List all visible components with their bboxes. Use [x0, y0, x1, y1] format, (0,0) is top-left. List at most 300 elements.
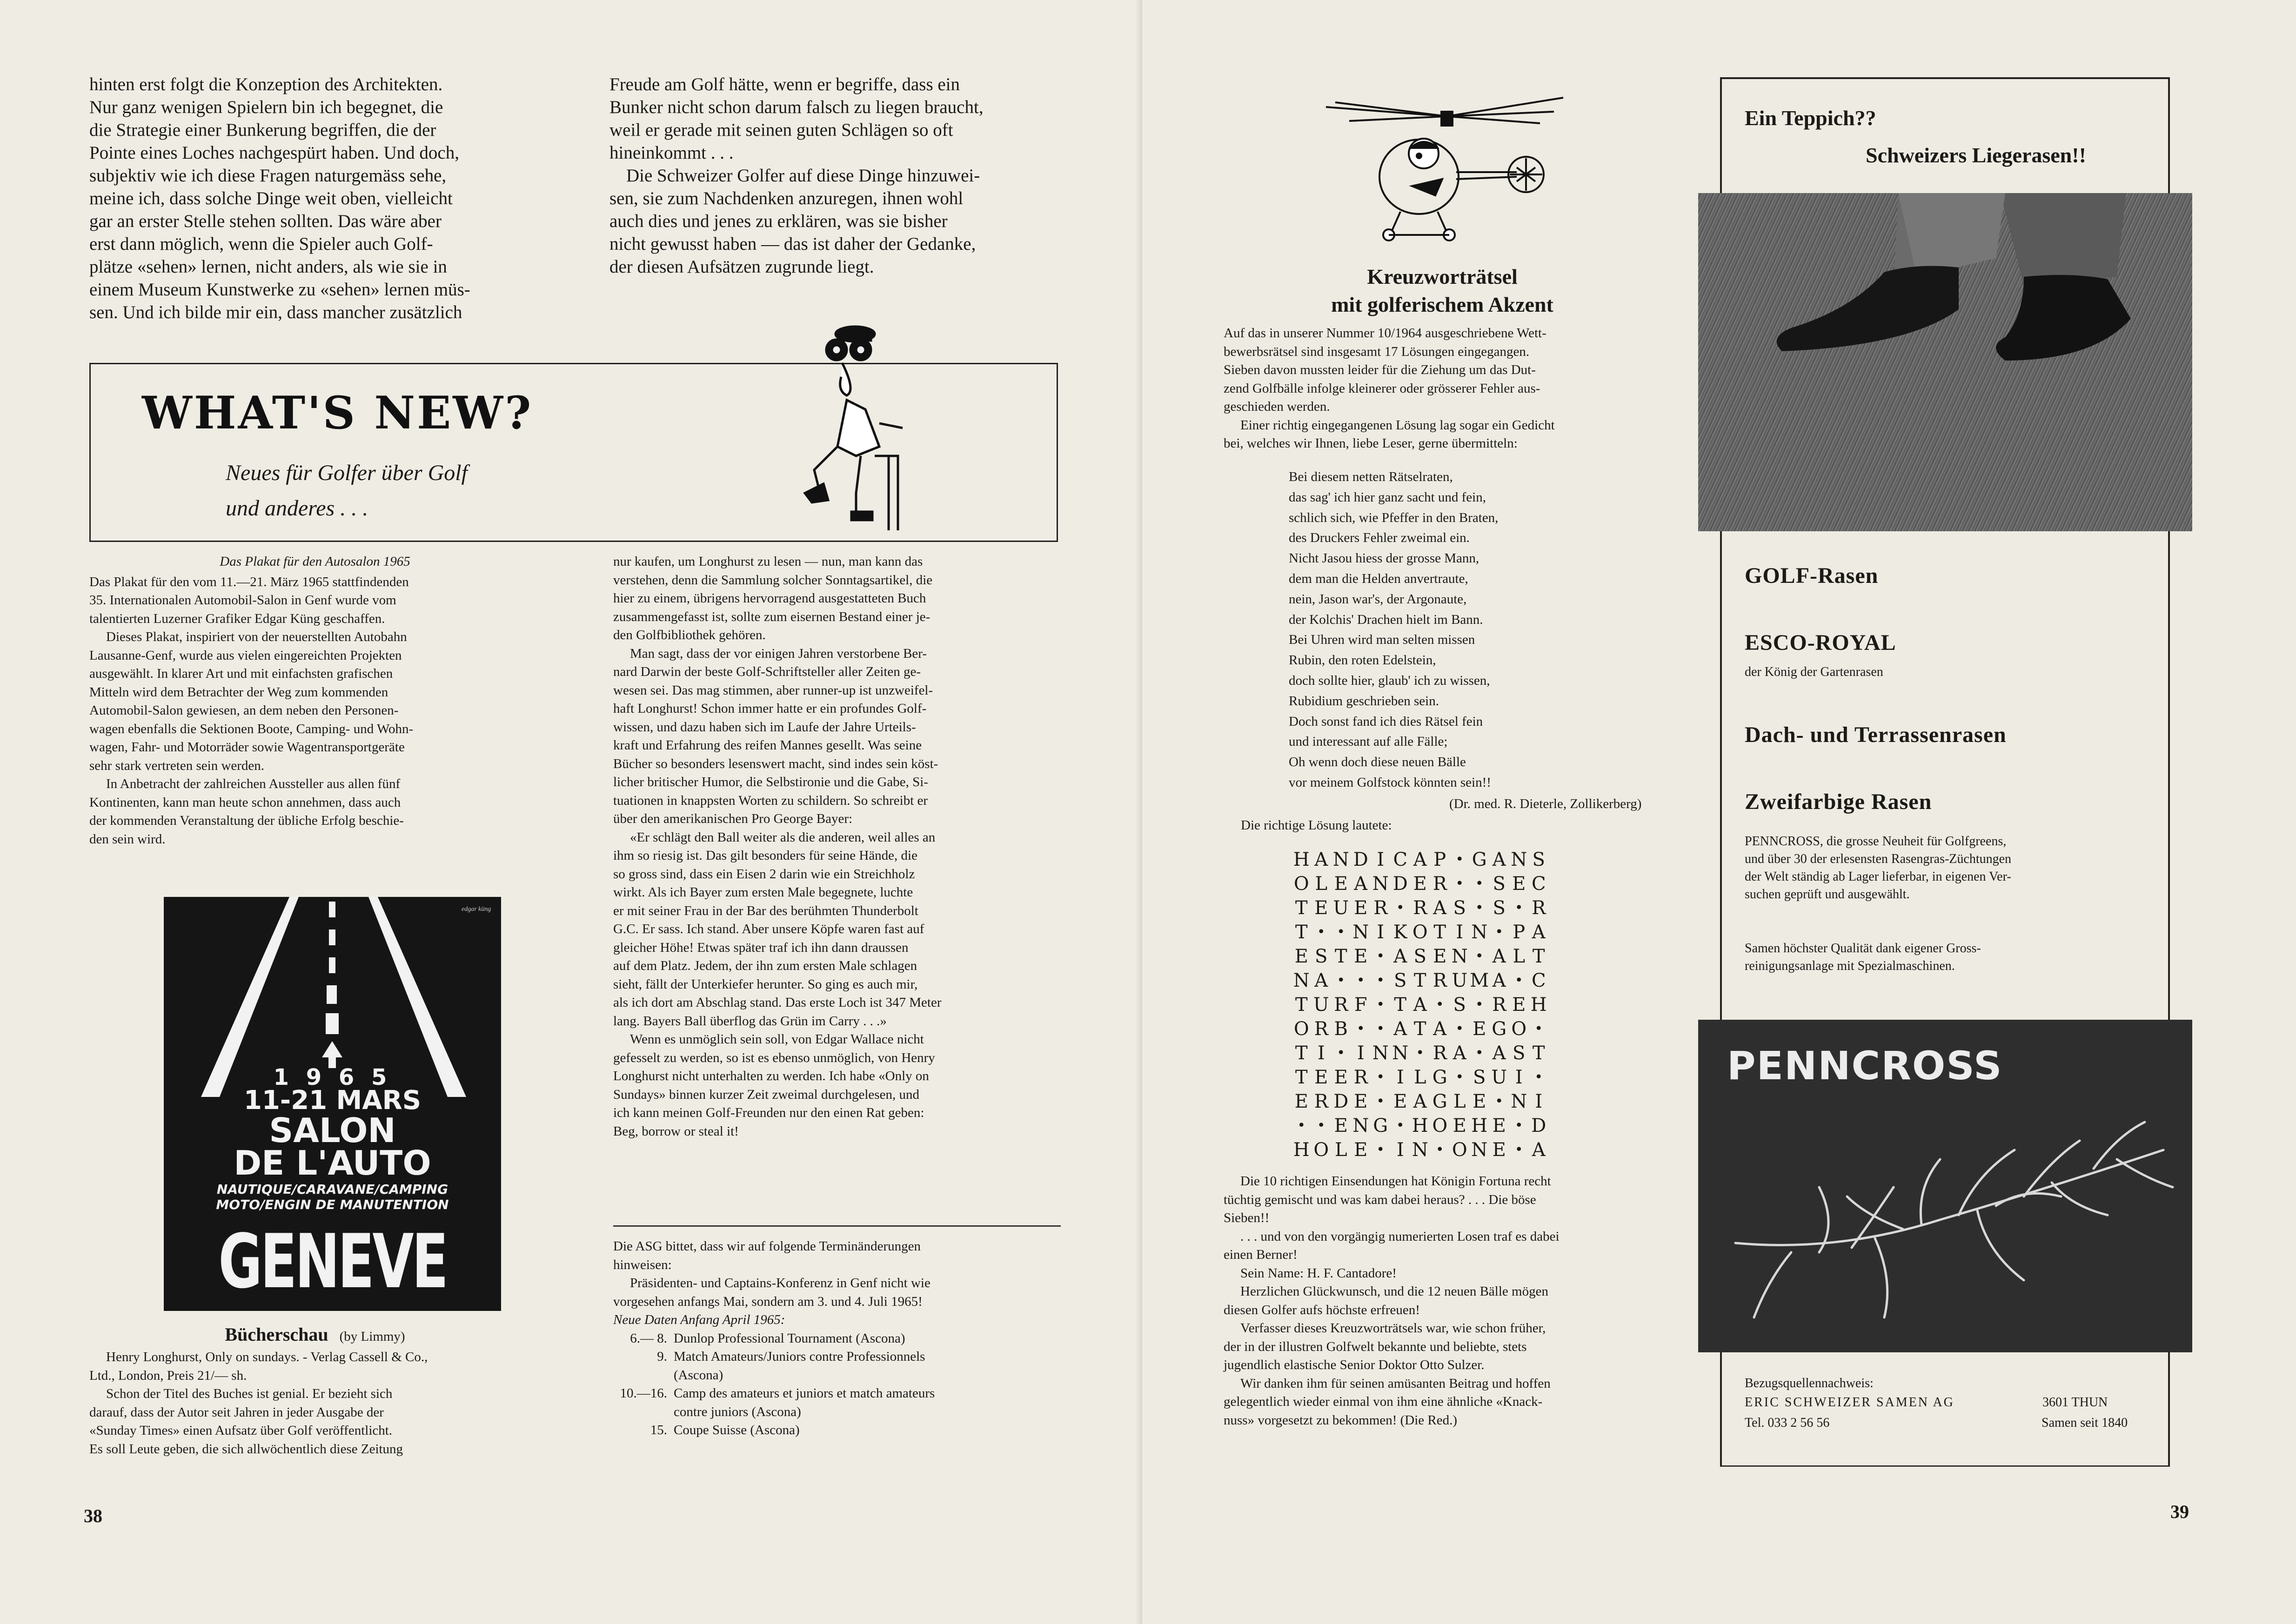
asg-date — [613, 1366, 674, 1385]
crossword-block: • — [1356, 972, 1365, 989]
text-line: reinigungsanlage mit Spezialmaschinen. — [1745, 959, 1955, 973]
asg-event: Coupe Suisse (Ascona) — [674, 1423, 800, 1437]
crossword-letter: I — [1357, 1043, 1365, 1064]
ad-item-esco-royal-sub: der König der Gartenrasen — [1745, 665, 1883, 679]
text-line: Samen höchster Qualität dank eigener Gross- — [1745, 941, 1981, 956]
penncross-logo: PENNCROSS — [1727, 1043, 2003, 1089]
text-line: subjektiv wie ich diese Fragen naturgemäss sehe, — [89, 166, 447, 186]
text-line: gelegentlich wieder einmal von ihm eine ähnliche «Knack- — [1224, 1394, 1543, 1409]
text-line: Bunker nicht schon darum falsch zu liegen braucht, — [609, 97, 984, 117]
crossword-letter: N — [1471, 922, 1488, 943]
poem-line: Doch sonst fand ich dies Rätsel fein — [1289, 714, 1483, 729]
crossword-block: • — [1356, 1021, 1365, 1037]
crossword-letter: R — [1373, 897, 1388, 919]
text-line: PENNCROSS, die grosse Neuheit für Golfgreens, — [1745, 834, 2007, 849]
crossword-letter: O — [1313, 1139, 1329, 1161]
text-line: gleicher Höhe! Etwas später traf ich ihn dann draussen — [613, 940, 909, 955]
text-line: wagen ebenfalls die Sektionen Boote, Camping- und Wohn- — [89, 721, 414, 736]
crossword-block: • — [1514, 972, 1523, 989]
poem-line: der Kolchis' Drachen hielt im Bann. — [1289, 612, 1483, 627]
ad-penncross-text — [1745, 833, 2146, 903]
crossword-letter: D — [1333, 1091, 1349, 1112]
crossword-letter: T — [1295, 994, 1308, 1016]
crossword-block: • — [1376, 1142, 1385, 1158]
text-line: weil er gerade mit seinen guten Schlägen so oft — [609, 120, 953, 140]
crossword-letter: D — [1392, 873, 1408, 895]
text-line: Die 10 richtigen Einsendungen hat Königin Fortuna recht — [1240, 1174, 1551, 1189]
crossword-letter: U — [1333, 897, 1349, 919]
crossword-letter: P — [1433, 849, 1446, 870]
crossword-block: • — [1337, 972, 1345, 989]
text-line: Wenn es unmöglich sein soll, von Edgar Wallace nicht — [630, 1032, 924, 1047]
crossword-letter: R — [1334, 994, 1348, 1016]
crossword-letter: T — [1532, 946, 1545, 967]
crossword-block: • — [1435, 996, 1444, 1013]
crossword-letter: A — [1433, 897, 1447, 919]
crossword-letter: E — [1294, 1091, 1308, 1112]
crossword-letter: H — [1471, 1115, 1488, 1136]
crossword-block: • — [1495, 1093, 1504, 1109]
asg-date: 10.—16. — [620, 1386, 667, 1401]
crossword-letter: E — [1393, 1091, 1407, 1112]
text-line: haft Longhurst! Schon immer hatte er ein profundes Golf- — [613, 701, 927, 716]
text-line: bewerbsrätsel sind insgesamt 17 Lösungen eingegangen. — [1224, 344, 1530, 359]
crossword-letter: U — [1313, 994, 1329, 1016]
crossword-letter: E — [1512, 994, 1526, 1016]
text-line: Sein Name: H. F. Cantadore! — [1240, 1265, 1397, 1281]
buecherschau-heading — [89, 1323, 541, 1345]
text-line: tuationen in knappsten Worten zu schildern. So schreibt er — [613, 793, 928, 808]
crossword-letter: E — [1453, 1115, 1466, 1136]
asg-date-row — [613, 1366, 1061, 1385]
text-line: talentierten Luzerner Grafiker Edgar Küng geschaffen. — [89, 611, 385, 626]
crossword-letter: N — [1293, 970, 1310, 991]
text-line: nicht gewusst haben — das ist daher der Gedanke, — [609, 234, 976, 254]
text-line: Sieben!! — [1224, 1210, 1270, 1225]
text-line: Schon der Titel des Buches ist genial. Er bezieht sich — [106, 1386, 393, 1401]
asg-event: Camp des amateurs et juniors et match amateurs — [674, 1386, 935, 1401]
buecherschau-by: (by Limmy) — [339, 1329, 405, 1344]
crossword-solution-grid — [1292, 848, 1608, 1162]
poem-line: nein, Jason war's, der Argonaute, — [1289, 591, 1467, 607]
crossword-letter: A — [1413, 849, 1427, 870]
text-line: hier zu einem, übrigens hervorragend ausgestatteten Buch — [613, 591, 926, 606]
text-line: gar an erster Stelle stehen sollten. Das wäre aber — [89, 211, 442, 231]
asg-date-row — [613, 1330, 1061, 1348]
asg-date-row — [613, 1384, 1061, 1403]
crossword-block: • — [1376, 996, 1385, 1013]
crossword-block: • — [1376, 948, 1385, 964]
asg-event: Dunlop Professional Tournament (Ascona) — [674, 1330, 905, 1346]
crossword-block: • — [1435, 1142, 1444, 1158]
crossword-letter: I — [1515, 1067, 1523, 1088]
text-line: jugendlich elastische Senior Doktor Otto Sulzer. — [1224, 1357, 1485, 1372]
poster-city: GENEVE — [218, 1218, 447, 1305]
text-line: ausgewählt. In klarer Art und mit einfachsten grafischen — [89, 666, 393, 681]
text-line: so gross sind, dass ein Eisen 2 darin wie ein Streichholz — [613, 866, 915, 882]
crossword-letter: I — [1377, 849, 1385, 870]
crossword-row — [1292, 969, 1608, 993]
crossword-block: • — [1337, 924, 1345, 940]
crossword-letter: A — [1314, 849, 1328, 870]
crossword-letter: N — [1392, 1043, 1409, 1064]
text-line: Lausanne-Genf, wurde aus vielen eingereichten Projekten — [89, 648, 402, 663]
crossword-letter: I — [1396, 1067, 1404, 1088]
crossword-letter: T — [1413, 1018, 1426, 1040]
crossword-letter: U — [1452, 970, 1468, 991]
text-line: nur kaufen, um Longhurst zu lesen — nun, man kann das — [613, 554, 923, 569]
crossword-block: • — [1455, 1021, 1464, 1037]
text-line: meine ich, dass solche Dinge weit oben, vielleicht — [89, 188, 453, 208]
crossword-letter: A — [1393, 946, 1407, 967]
crossword-letter: A — [1492, 970, 1506, 991]
crossword-block: • — [1475, 900, 1484, 916]
crossword-letter: N — [1511, 1091, 1527, 1112]
crossword-row — [1292, 920, 1608, 944]
crossword-letter: R — [1432, 873, 1447, 895]
crossword-letter: I — [1396, 1139, 1404, 1161]
poster-year: 1 9 6 5 — [273, 1064, 392, 1090]
text-line: zusammengefasst ist, sollte zum eisernen Bestand einer je- — [613, 609, 930, 624]
text-line: Auf das in unserer Nummer 10/1964 ausgeschriebene Wett- — [1224, 326, 1546, 341]
ad-item-dach-terrassen: Dach- und Terrassenrasen — [1745, 722, 2007, 747]
text-line: sieht, fällt der Unterkiefer herunter. So ging es auch mir, — [613, 976, 918, 992]
whats-new-subtitle — [226, 455, 468, 526]
text-line: sen, sie zum Nachdenken anzuregen, ihnen wohl — [609, 188, 964, 208]
crossword-block: • — [1514, 1142, 1523, 1158]
crossword-letter: E — [1294, 946, 1308, 967]
crossword-letter: R — [1353, 1067, 1368, 1088]
crossword-block: • — [1376, 972, 1385, 989]
crossword-letter: E — [1413, 873, 1427, 895]
poster-salon: SALON — [269, 1111, 396, 1150]
crossword-letter: E — [1492, 1139, 1506, 1161]
intro-column-1 — [89, 73, 534, 324]
poster-moto: MOTO/ENGIN DE MANUTENTION — [216, 1197, 449, 1212]
text-line: die Strategie einer Bunkerung begriffen, die der — [89, 120, 436, 140]
crossword-row — [1292, 872, 1608, 896]
divider-rule — [613, 1225, 1061, 1227]
crossword-letter: H — [1293, 849, 1310, 870]
text-line: Pointe eines Loches nachgespürt haben. Und doch, — [89, 143, 459, 163]
poem-line: Oh wenn doch diese neuen Bälle — [1289, 755, 1466, 770]
subtitle-line: Neues für Golfer über Golf — [226, 461, 468, 485]
crossword-letter: N — [1451, 946, 1468, 967]
crossword-block: • — [1455, 851, 1464, 868]
crossword-row — [1292, 1041, 1608, 1065]
crossword-block: • — [1376, 1021, 1385, 1037]
crossword-letter: S — [1315, 946, 1328, 967]
crossword-letter: G — [1492, 1018, 1507, 1040]
text-line: und über 30 der erlesensten Rasengras-Züchtungen — [1745, 852, 2012, 866]
page-number-right: 39 — [2170, 1501, 2189, 1522]
crossword-letter: E — [1354, 1091, 1368, 1112]
crossword-block: • — [1455, 875, 1464, 892]
crossword-block: • — [1376, 1069, 1385, 1085]
kreuzwort-title-line: Kreuzworträtsel — [1367, 265, 1518, 288]
plakat-article — [89, 553, 541, 849]
crossword-letter: A — [1354, 873, 1368, 895]
crossword-letter: D — [1531, 1115, 1546, 1136]
crossword-letter: S — [1413, 946, 1426, 967]
text-line: plätze «sehen» lernen, nicht anders, als wie sie in — [89, 257, 447, 277]
poem-line: und interessant auf alle Fälle; — [1289, 734, 1448, 749]
text-line: ich kann meinen Golf-Freunden nur den einen Rat geben: — [613, 1105, 924, 1120]
ad-headline-1: Ein Teppich?? — [1745, 106, 1876, 130]
shoes-on-lawn — [1698, 193, 2192, 531]
crossword-letter: R — [1314, 1091, 1328, 1112]
crossword-letter: N — [1412, 1139, 1428, 1161]
penncross-grass-photo — [1698, 1020, 2192, 1352]
crossword-letter: T — [1295, 897, 1308, 919]
text-line: Herzlichen Glückwunsch, und die 12 neuen Bälle mögen — [1240, 1284, 1548, 1299]
crossword-block: • — [1495, 924, 1504, 940]
text-line: wirkt. Als ich Bayer zum ersten Male begegnete, luchte — [613, 885, 913, 900]
crossword-letter: S — [1493, 897, 1506, 919]
crossword-letter: T — [1295, 1043, 1308, 1064]
text-line: auf dem Platz. Jedem, der ihn zum ersten Male schlagen — [613, 958, 917, 973]
text-line: wissen, und dazu haben sich im Laufe der Jahre Urteils- — [613, 719, 916, 735]
poem-line: des Druckers Fehler zweimal ein. — [1289, 530, 1470, 546]
text-line: Sundays» binnen kurzer Zeit zweimal durchgelesen, und — [613, 1087, 919, 1102]
lawn-shoes-photo — [1698, 193, 2192, 531]
poster-dates: 11-21 MARS — [243, 1085, 422, 1116]
text-line: suchen geprüft und ausgewählt. — [1745, 887, 1910, 902]
text-line: Kontinenten, kann man heute schon annehmen, dass auch — [89, 795, 401, 810]
text-line: Wir danken ihm für seinen amüsanten Beitrag und hoffen — [1240, 1376, 1551, 1391]
crossword-letter: H — [1412, 1115, 1428, 1136]
crossword-block: • — [1455, 1069, 1464, 1085]
crossword-row — [1292, 944, 1608, 969]
text-line: Longhurst nicht unterhalten zu werden. Ich habe «Only on — [613, 1069, 929, 1083]
crossword-block: • — [1534, 1069, 1543, 1085]
poem-line: Nicht Jasou hiess der grosse Mann, — [1289, 551, 1479, 566]
ad-item-esco-royal: ESCO-ROYAL — [1745, 630, 1896, 655]
text-line: kraft und Erfahrung des reifen Mannes gesellt. Was seine — [613, 738, 922, 753]
asg-date: 15. — [650, 1423, 667, 1437]
text-line: nuss» vorgesetzt zu bekommen! (Die Red.) — [1224, 1412, 1458, 1428]
text-line: verstehen, denn die Sammlung solcher Sonntagsartikel, die — [613, 572, 933, 588]
crossword-letter: O — [1412, 922, 1428, 943]
crossword-letter: D — [1353, 849, 1368, 870]
crossword-row — [1292, 1089, 1608, 1114]
crossword-letter: P — [1513, 922, 1526, 943]
text-line: Automobil-Salon gewiesen, an dem neben den Personen- — [89, 703, 399, 718]
text-line: Man sagt, dass der vor einigen Jahren verstorbene Ber- — [630, 646, 927, 661]
text-line: Freude am Golf hätte, wenn er begriffe, dass ein — [609, 74, 960, 94]
longhurst-column — [613, 553, 1061, 1141]
crossword-letter: B — [1334, 1018, 1348, 1040]
crossword-letter: A — [1413, 1091, 1427, 1112]
text-line: einem Museum Kunstwerke zu «sehen» lernen müs- — [89, 280, 470, 300]
plakat-heading: Das Plakat für den Autosalon 1965 — [220, 554, 410, 569]
whats-new-title: WHAT'S NEW? — [142, 387, 533, 439]
text-line: wagen, Fahr- und Motorräder sowie Wagentransportgeräte — [89, 740, 405, 755]
crossword-letter: I — [1377, 922, 1385, 943]
poster-signature: edgar küng — [462, 906, 491, 913]
crossword-letter: E — [1473, 1091, 1486, 1112]
crossword-block: • — [1514, 1117, 1523, 1134]
text-line: über den amerikanischen Pro George Bayer: — [613, 811, 853, 826]
kreuzwort-intro — [1224, 324, 1663, 453]
crossword-letter: A — [1413, 994, 1427, 1016]
crossword-letter: A — [1314, 970, 1328, 991]
crossword-block: • — [1514, 900, 1523, 916]
text-line: Ltd., London, Preis 21/— sh. — [89, 1368, 247, 1383]
crossword-letter: M — [1470, 970, 1489, 991]
text-line: Die ASG bittet, dass wir auf folgende Terminänderungen — [613, 1239, 921, 1254]
crossword-letter: C — [1531, 873, 1546, 895]
text-line: der kommenden Veranstaltung der übliche Erfolg beschie- — [89, 813, 404, 828]
kreuzwort-result — [1224, 1172, 1663, 1430]
crossword-row — [1292, 896, 1608, 920]
crossword-letter: L — [1413, 1067, 1426, 1088]
crossword-block: • — [1475, 1045, 1484, 1061]
text-line: einen Berner! — [1224, 1247, 1298, 1262]
crossword-block: • — [1297, 1117, 1306, 1134]
text-line: «Sunday Times» einen Aufsatz über Golf veröffentlicht. — [89, 1423, 393, 1438]
crossword-block: • — [1317, 1117, 1325, 1134]
text-line: hineinkommt . . . — [609, 143, 734, 163]
crossword-letter: E — [1354, 897, 1368, 919]
crossword-letter: U — [1491, 1067, 1507, 1088]
text-line: Verfasser dieses Kreuzworträtsels war, wie schon früher, — [1240, 1321, 1546, 1336]
text-line: . . . und von den vorgängig numerierten Losen traf es dabei — [1240, 1229, 1560, 1244]
loesung-label: Die richtige Lösung lautete: — [1241, 818, 1392, 833]
text-line: der diesen Aufsätzen zugrunde liegt. — [609, 257, 874, 277]
text-line: geschieden werden. — [1224, 399, 1330, 414]
crossword-letter: E — [1334, 1115, 1348, 1136]
crossword-letter: R — [1432, 1043, 1447, 1064]
poem-line: Bei diesem netten Rätselraten, — [1289, 469, 1453, 484]
crossword-letter: L — [1315, 873, 1328, 895]
crossword-letter: C — [1393, 849, 1408, 870]
ad-samen-text — [1745, 940, 2146, 975]
crossword-block: • — [1396, 900, 1405, 916]
asg-date-row — [613, 1421, 1061, 1440]
crossword-letter: E — [1433, 946, 1447, 967]
buecherschau-text — [89, 1348, 541, 1458]
crossword-letter: G — [1432, 1067, 1447, 1088]
poem-line: Rubidium geschrieben sein. — [1289, 693, 1439, 708]
crossword-letter: E — [1512, 873, 1526, 895]
crossword-row — [1292, 1017, 1608, 1041]
asg-notice — [613, 1237, 1061, 1440]
ad-company: ERIC SCHWEIZER SAMEN AG — [1745, 1395, 1955, 1410]
crossword-letter: A — [1453, 1043, 1466, 1064]
crossword-letter: N — [1372, 873, 1389, 895]
crossword-letter: C — [1531, 970, 1546, 991]
crossword-letter: R — [1432, 970, 1447, 991]
ad-tel: Tel. 033 2 56 56 — [1745, 1416, 1830, 1430]
crossword-letter: O — [1452, 1139, 1467, 1161]
text-line: wesen sei. Das mag stimmen, aber runner-up ist unzweifel- — [613, 682, 933, 698]
geneve-salon-poster — [164, 897, 501, 1311]
text-line: licher britischer Humor, die Selbstironie und die Gabe, Si- — [613, 775, 928, 789]
crossword-letter: A — [1433, 1018, 1447, 1040]
text-line: Neue Daten Anfang April 1965: — [613, 1312, 785, 1327]
helicopter-illustration — [1321, 79, 1573, 251]
text-line: hinten erst folgt die Konzeption des Architekten. — [89, 74, 443, 94]
crossword-letter: R — [1413, 897, 1427, 919]
text-line: vorgesehen anfangs Mai, sondern am 3. und 4. Juli 1965! — [613, 1294, 923, 1309]
crossword-block: • — [1475, 996, 1484, 1013]
crossword-letter: S — [1493, 873, 1506, 895]
poem-line: schlich sich, wie Pfeffer in den Braten, — [1289, 510, 1499, 525]
text-line: Es soll Leute geben, die sich allwöchentlich diese Zeitung — [89, 1441, 403, 1457]
binocular-man-illustration — [786, 316, 926, 535]
page-number-left: 38 — [84, 1505, 102, 1526]
text-line: tüchtig gemischt und was kam dabei heraus? . . . Die böse — [1224, 1192, 1536, 1207]
crossword-letter: E — [1314, 1067, 1328, 1088]
crossword-letter: T — [1334, 946, 1347, 967]
crossword-letter: E — [1492, 1115, 1506, 1136]
poem-line: dem man die Helden anvertraute, — [1289, 571, 1468, 586]
poem-line: Rubin, den roten Edelstein, — [1289, 653, 1436, 668]
crossword-row — [1292, 1065, 1608, 1089]
crossword-letter: A — [1492, 849, 1506, 870]
poem — [1289, 467, 1661, 793]
crossword-letter: G — [1373, 1115, 1388, 1136]
text-line: zend Golfbälle infolge kleinerer oder grösserer Fehler aus- — [1224, 381, 1540, 396]
crossword-letter: A — [1532, 1139, 1546, 1161]
crossword-letter: G — [1432, 1091, 1447, 1112]
crossword-letter: E — [1314, 897, 1328, 919]
crossword-letter: S — [1513, 1043, 1526, 1064]
text-line: Einer richtig eingegangenen Lösung lag sogar ein Gedicht — [1240, 417, 1555, 433]
asg-date: 9. — [657, 1349, 667, 1364]
crossword-letter: T — [1413, 970, 1426, 991]
kreuzwort-title-line: mit golferischem Akzent — [1331, 293, 1553, 316]
crossword-letter: A — [1492, 1043, 1506, 1064]
text-line: Beg, borrow or steal it! — [613, 1123, 739, 1139]
crossword-block: • — [1475, 875, 1484, 892]
crossword-letter: T — [1394, 994, 1407, 1016]
text-line: ihm so riesig ist. Das gilt besonders für seine Hände, die — [613, 848, 917, 863]
crossword-letter: R — [1492, 994, 1506, 1016]
crossword-letter: I — [1535, 1091, 1543, 1112]
crossword-block: • — [1475, 948, 1484, 964]
crossword-letter: N — [1352, 1115, 1369, 1136]
text-line: lang. Bayers Ball überflog das Grün im Carry . . .» — [613, 1013, 887, 1029]
crossword-letter: E — [1354, 1139, 1368, 1161]
asg-date-row — [613, 1403, 1061, 1422]
asg-date-row — [613, 1348, 1061, 1366]
asg-date: 6.— 8. — [630, 1330, 667, 1346]
crossword-letter: A — [1393, 1018, 1407, 1040]
poem-line: das sag' ich hier ganz sacht und fein, — [1289, 489, 1486, 505]
crossword-letter: N — [1511, 849, 1527, 870]
text-line: Nur ganz wenigen Spielern bin ich begegnet, die — [89, 97, 443, 117]
crossword-letter: O — [1511, 1018, 1527, 1040]
crossword-letter: K — [1393, 922, 1407, 943]
ad-item-golf-rasen: GOLF-Rasen — [1745, 563, 1879, 588]
crossword-letter: T — [1433, 922, 1446, 943]
text-line: Mitteln wird dem Betrachter der Weg zum kommenden — [89, 684, 388, 700]
crossword-letter: T — [1532, 1043, 1545, 1064]
crossword-row — [1292, 848, 1608, 872]
crossword-letter: S — [1453, 994, 1466, 1016]
poem-author: (Dr. med. R. Dieterle, Zollikerberg) — [1449, 796, 1642, 811]
crossword-letter: G — [1472, 849, 1487, 870]
crossword-letter: H — [1530, 994, 1547, 1016]
crossword-letter: R — [1314, 1018, 1328, 1040]
poem-line: vor meinem Golfstock könnten sein!! — [1289, 775, 1491, 790]
text-line: Bücher so besonders lesenswert macht, sind indes sein köst- — [613, 756, 938, 771]
crossword-letter: S — [1453, 897, 1466, 919]
text-line: erst dann möglich, wenn die Spieler auch Golf- — [89, 234, 433, 254]
text-line: «Er schlägt den Ball weiter als die anderen, weil alles an — [630, 829, 936, 845]
